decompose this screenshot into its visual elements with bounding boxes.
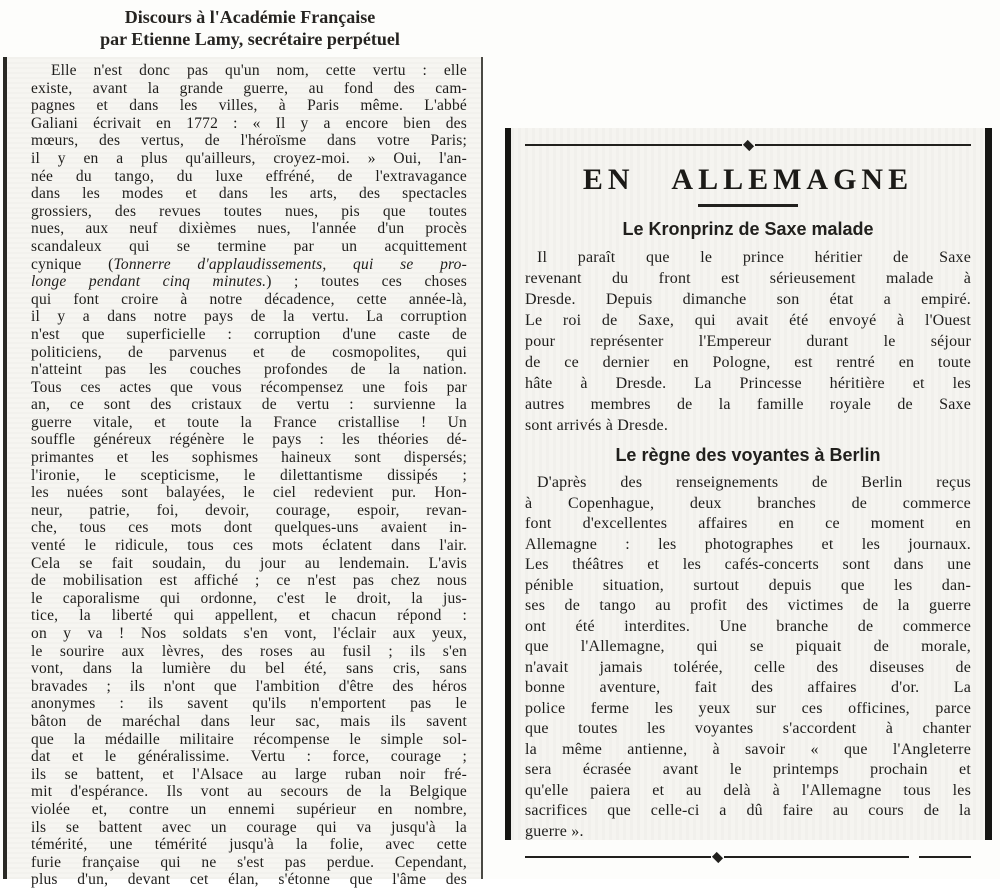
text-line: scandaleux qui se termine par un acquittement (31, 237, 467, 255)
text-segment: cynique ( (31, 255, 114, 273)
text-line: de mobilisation est affiché ; ce n'est pas chez nous (31, 572, 467, 590)
rule-line (525, 856, 711, 858)
text-line: de ce dernier en Pologne, est rentré en toute (525, 354, 971, 371)
text-line: que l'Allemagne, qui se piquait de morale, (525, 638, 971, 655)
italic-text-segment: Tonnerre d'applaudissements, qui se pro- (113, 255, 467, 273)
text-line: Galiani écrivait en 1772 : « Il y a encore bien des (31, 114, 467, 132)
article-title (0, 6, 500, 50)
text-line: Il paraît que le prince héritier de Saxe (537, 249, 971, 266)
text-line: qui font croire à notre décadence, cette année-là, (31, 290, 467, 308)
text-line: que toutes les voyantes s'accordent à chanter (525, 720, 971, 737)
text-line: qu'elle paiera et au delà à l'Allemagne tous les (525, 781, 971, 799)
text-line: ils se battent avec un courage qui va jusqu'à la (31, 818, 467, 836)
text-line: venté le ridicule, tous ces mots éclatent dans l'air. (31, 537, 467, 555)
text-line: police ferme les yeux sur ces officines, parce (525, 699, 971, 717)
text-line: née du tango, du luxe effréné, de l'extravagance (31, 167, 467, 185)
text-line: l'ironie, le scepticisme, le dilettantisme dissipés ; (31, 466, 467, 484)
headline-voyantes: Le règne des voyantes à Berlin (615, 445, 881, 465)
text-line: an, ce sont des cristaux de vertu : survienne la (31, 396, 467, 414)
text-line: font d'excellentes affaires en ce moment en (525, 515, 971, 532)
text-segment: ) ; toutes ces choses (266, 273, 467, 291)
text-line: mœurs, des vertus, de l'héroïsme dans votre Paris; (31, 132, 467, 150)
text-line: il y a dans notre pays de la vertu. La corruption (31, 308, 467, 326)
text-line: ont été interdites. Une branche de commerce (525, 617, 971, 635)
text-line: le caporalisme qui ordonne, c'est le droit, la jus- (31, 589, 467, 607)
diamond-icon (711, 851, 722, 862)
right-article-column (505, 128, 992, 840)
text-line: pénible situation, surtout depuis que les dan- (525, 576, 971, 594)
text-line: vont, dans la lumière du bel été, sans cris, sans (31, 660, 467, 678)
text-line: on y va ! Nos soldats s'en vont, l'éclair aux yeux, (31, 625, 467, 642)
text-line: autres membres de la famille royale de Saxe (525, 396, 971, 413)
rule-line (755, 144, 972, 146)
left-article-column (3, 57, 483, 889)
article-title-line1: Discours à l'Académie Française (124, 7, 376, 27)
text-line: furie française qui ne s'est pas perdue. Cependant, (31, 853, 467, 871)
text-line: bâton de maréchal dans leur sac, mais ils savent (31, 712, 467, 730)
text-line: bonne aventure, fait des affaires d'or. La (525, 679, 971, 696)
text-line: mit d'espérance. Ils vont au secours de la Belgique (31, 783, 467, 801)
rule-line (724, 856, 910, 858)
top-rule-ornament (525, 140, 971, 150)
text-line: pagnes et dans les villes, à Paris même. L'abbé (31, 97, 467, 115)
text-line: témérité, une témérité jusqu'à la folie, avec cette (31, 836, 467, 854)
text-line: Dresde. Depuis dimanche son état a empiré. (525, 291, 971, 308)
text-line: tice, la liberté qui appellent, et chacun répond : (31, 607, 467, 625)
text-line: ses de tango au profit des victimes de la guerre (525, 597, 971, 614)
text-line: que la médaille militaire récompense le simple sol- (31, 730, 467, 748)
text-line: la même antienne, à savoir « que l'Angleterre (525, 740, 971, 758)
text-line: Cela se fait soudain, du jour au lendemain. L'avis (31, 554, 467, 572)
text-line: sacrifices que celle-ci a dû faire au cours de la (525, 802, 971, 819)
text-line: pour représenter l'Empereur durant le séjour (525, 333, 971, 350)
text-line: sont arrivés à Dresde. (525, 417, 669, 434)
diamond-icon (742, 139, 753, 150)
text-line: guerre vitale, et toute la France cristallise ! Un (31, 413, 467, 431)
section-title: EN ALLEMAGNE (582, 163, 914, 196)
text-line: dans les modes et dans les arts, des spectacles (31, 185, 467, 203)
text-line: souffle généreux régénère le pays : les théories dé- (31, 431, 467, 449)
text-line: dat et le généralissime. Vertu : force, courage ; (31, 748, 467, 766)
rule-line-short (919, 856, 971, 858)
text-line: les nuées sont balayées, le ciel redevient pur. Hon- (31, 484, 467, 502)
text-line: D'après des renseignements de Berlin reçus (537, 474, 971, 491)
text-line: le sourire aux lèvres, des roses au fusil ; ils s'en (31, 642, 467, 660)
text-line: Tous ces actes que vous récompensez une fois par (31, 378, 467, 396)
text-line: n'est que superficielle : corruption d'une caste de (31, 325, 467, 343)
text-line: grossiers, des revues toutes nues, pis que toutes (31, 202, 467, 220)
text-line: existe, avant la grande guerre, au fond des cam- (31, 79, 467, 97)
text-line: bravades ; ils n'ont que l'ambition d'être des héros (31, 677, 467, 695)
headline-kronprinz: Le Kronprinz de Saxe malade (622, 219, 874, 239)
text-line: anonymes : ils savent qu'ils n'emportent pas le (31, 695, 467, 713)
rule-line (525, 144, 742, 146)
text-line: neur, patrie, foi, devoir, courage, espoir, revan- (31, 501, 467, 519)
text-line (31, 273, 467, 291)
text-line: Allemagne : les photographes et les journaux. (525, 535, 971, 553)
text-line: Le roi de Saxe, qui avait été envoyé à l'Ouest (525, 312, 971, 329)
text-line: nues, aux neuf dixièmes nues, l'année d'un procès (31, 220, 467, 238)
text-line: sera écrasée avant le printemps prochain et (525, 761, 971, 778)
article-body-kronprinz (525, 247, 971, 436)
article-title-line2: par Etienne Lamy, secrétaire perpétuel (100, 29, 400, 49)
text-line: hâte à Dresde. La Princesse héritière et les (525, 375, 971, 392)
text-line: plus d'un, devant cet élan, s'étonne que l'âme des (31, 871, 467, 889)
rule-gap (909, 856, 919, 858)
text-line: politiciens, de parvenus et de cosmopolites, qui (31, 343, 467, 361)
bottom-rule-ornament (525, 852, 971, 862)
text-line: guerre ». (525, 822, 584, 840)
text-line: n'atteint pas les couches profondes de la nation. (31, 361, 467, 379)
italic-text-segment: longe pendant cinq minutes. (31, 273, 267, 291)
text-line: n'avait jamais tolérée, celle des diseuses de (525, 658, 971, 676)
text-line: Elle n'est donc pas qu'un nom, cette vertu : elle (51, 62, 467, 79)
text-line: violée et, contre un ennemi supérieur en nombre, (31, 800, 467, 818)
text-line: ils se battent, et l'Alsace au large ruban noir fré- (31, 765, 467, 783)
text-line: il y en a plus qu'ailleurs, croyez-moi. » Oui, l'an- (31, 149, 467, 167)
article-body-voyantes (525, 473, 971, 842)
text-line: à Copenhague, deux branches de commerce (525, 494, 971, 512)
text-line: revenant du front est sérieusement malade à (525, 270, 971, 287)
text-line: Les théâtres et les cafés-concerts sont dans une (525, 556, 971, 573)
section-title-underline (698, 204, 798, 207)
text-line: che, tous ces mots dont quelques-uns avaient in- (31, 519, 467, 537)
text-line: primantes et les sophismes haineux sont dispersés; (31, 449, 467, 467)
text-line (31, 256, 467, 274)
